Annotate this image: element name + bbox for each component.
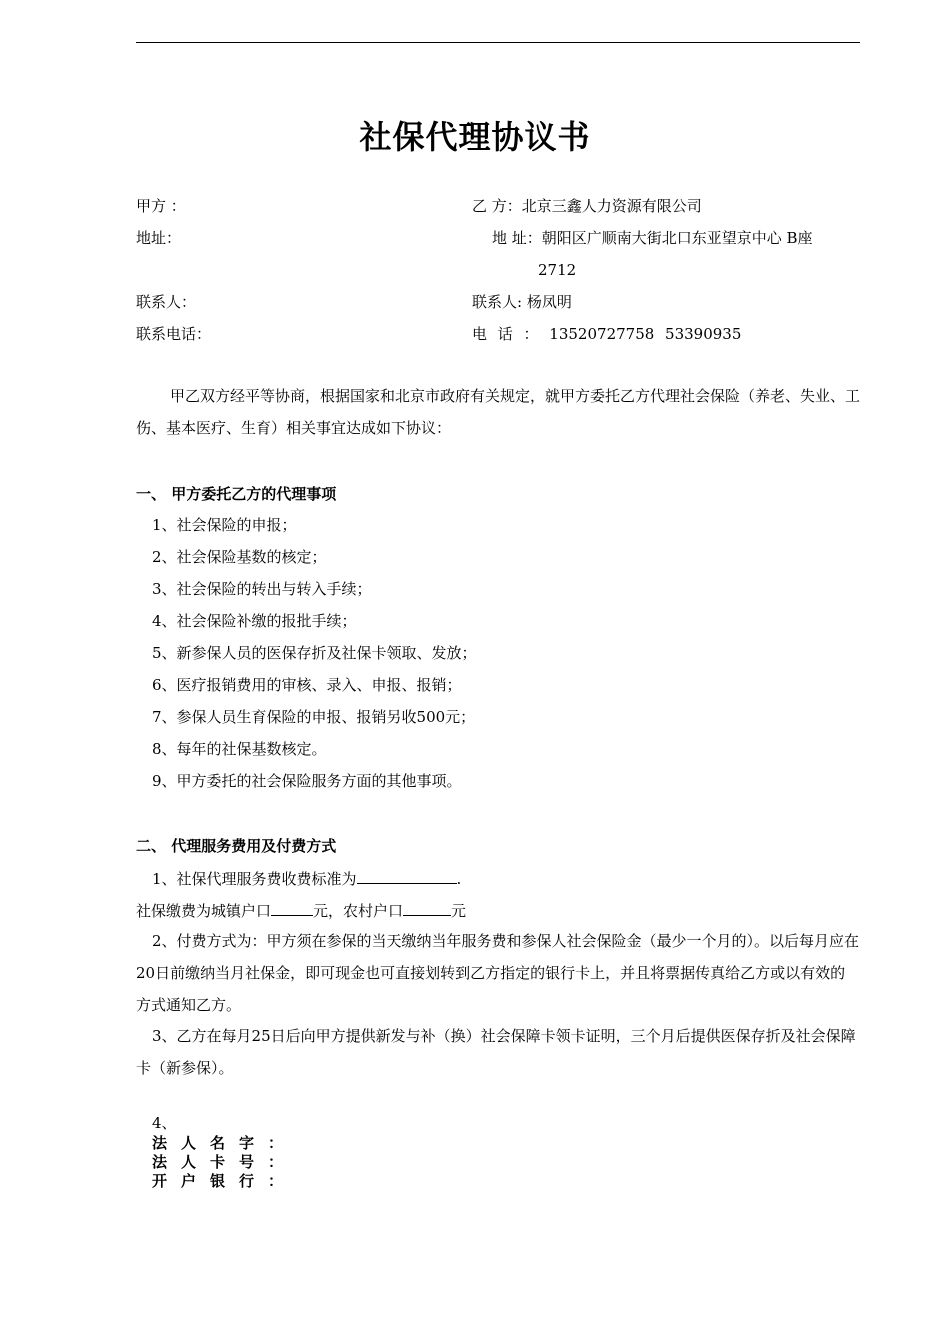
rural-label: 元，农村户口 — [313, 902, 404, 920]
urban-label: 社保缴费为城镇户口 — [136, 902, 272, 920]
section1-item: 7、参保人员生育保险的申报、报销另收500元； — [152, 708, 476, 726]
fee-standard-label: 1、社保代理服务费收费标准为 — [152, 870, 357, 888]
section1-item: 8、每年的社保基数核定。 — [152, 740, 327, 758]
card-proof-paragraph: 3、乙方在每月25日后向甲方提供新发与补（换）社会保障卡领卡证明，三个月后提供医保存折及社会保障卡（新参保）。 — [136, 1027, 856, 1077]
party-a-contact-label: 联系人： — [136, 293, 197, 311]
party-a-label: 甲方 ： — [136, 197, 186, 215]
section1-heading: 一、 甲方委托乙方的代理事项 — [136, 485, 337, 503]
section1-item: 2、社会保险基数的核定； — [152, 548, 327, 566]
section1-item: 6、医疗报销费用的审核、录入、申报、报销； — [152, 676, 462, 694]
intro-paragraph: 甲乙双方经平等协商，根据国家和北京市政府有关规定，就甲方委托乙方代理社会保险（养老、失业、工伤、基本医疗、生育）相关事宜达成如下协议： — [136, 387, 861, 437]
urban-blank[interactable] — [271, 899, 313, 916]
party-b-address: 地 址：朝阳区广顺南大街北口东亚望京中心 B座 — [492, 229, 813, 247]
party-a-address-label: 地址： — [136, 229, 182, 247]
section2-heading: 二、 代理服务费用及付费方式 — [136, 837, 337, 855]
section1-item: 3、社会保险的转出与转入手续； — [152, 580, 372, 598]
party-a-phone-label: 联系电话： — [136, 325, 212, 343]
section1-item: 9、甲方委托的社会保险服务方面的其他事项。 — [152, 772, 462, 790]
document-title: 社保代理协议书 — [359, 118, 591, 156]
party-b-name: 乙 方：北京三鑫人力资源有限公司 — [472, 197, 702, 215]
section1-item: 1、社会保险的申报； — [152, 516, 297, 534]
legal-person-card-label: 法人卡号： — [152, 1153, 298, 1171]
legal-person-name-label: 法人名字： — [152, 1134, 298, 1152]
header-rule — [136, 42, 860, 43]
yuan-label: 元 — [451, 902, 467, 920]
party-b-contact: 联系人: 杨凤明 — [472, 293, 572, 311]
fee-blank[interactable] — [357, 867, 457, 884]
section1-item: 4、社会保险补缴的报批手续； — [152, 612, 357, 630]
section1-item: 5、新参保人员的医保存折及社保卡领取、发放； — [152, 644, 477, 662]
rural-blank[interactable] — [403, 899, 451, 916]
bank-label: 开户银行： — [152, 1172, 298, 1190]
fee-standard-line — [152, 867, 461, 889]
party-b-address-cont: 2712 — [538, 261, 577, 279]
payment-residence-line — [136, 899, 466, 921]
section4-number: 4、 — [152, 1114, 177, 1132]
party-b-phone: 电 话 ： 13520727758 53390935 — [472, 325, 742, 343]
fee-standard-end: . — [456, 870, 462, 888]
payment-method-paragraph: 2、付费方式为：甲方须在参保的当天缴纳当年服务费和参保人社会保险金（最少一个月的）。以后每月应在20日前缴纳当月社保金，即可现金也可直接划转到乙方指定的银行卡上，并且将票据传真给乙方或以有效的方式通知乙方。 — [136, 932, 860, 1014]
